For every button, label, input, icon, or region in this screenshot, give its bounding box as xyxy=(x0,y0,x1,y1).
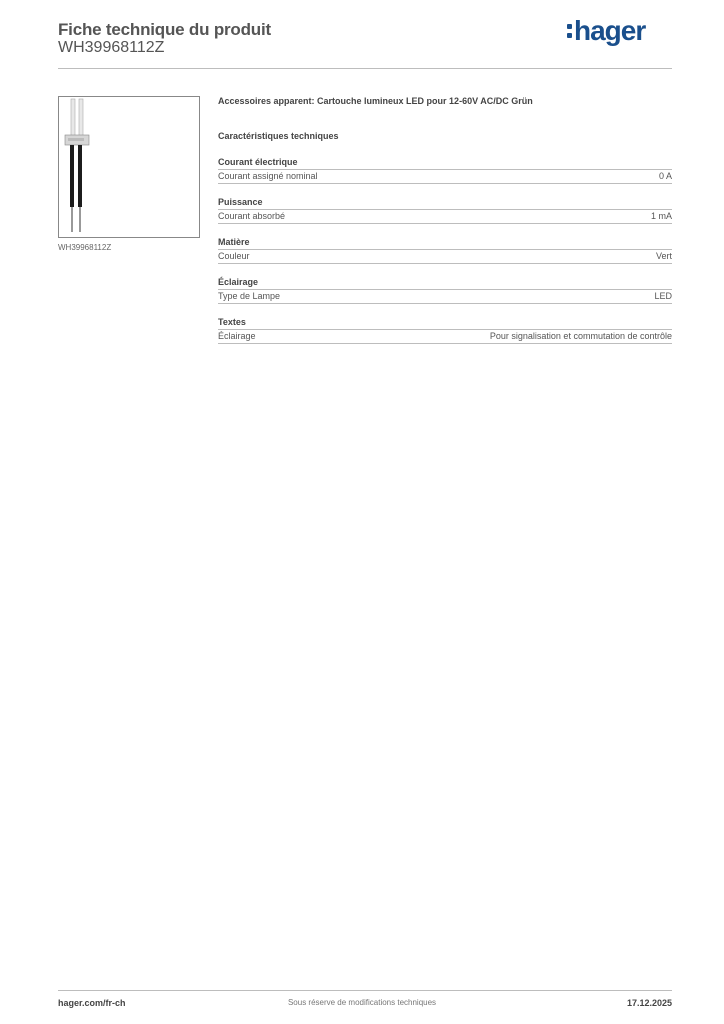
characteristic-row xyxy=(218,330,672,344)
characteristic-group xyxy=(218,277,672,304)
characteristic-row xyxy=(218,290,672,304)
product-reference: WH39968112Z xyxy=(58,39,165,56)
row-label: Couleur xyxy=(218,251,250,261)
footer-disclaimer: Sous réserve de modifications techniques xyxy=(287,998,437,1007)
characteristics-list xyxy=(218,157,672,344)
page-title: Fiche technique du produit xyxy=(58,20,271,39)
group-title: Textes xyxy=(218,317,672,330)
footer-date: 17.12.2025 xyxy=(626,998,672,1008)
led-cartridge-icon xyxy=(59,97,199,237)
logo-dots-icon xyxy=(567,24,572,38)
row-value: Pour signalisation et commutation de contrôle xyxy=(489,331,672,341)
characteristic-group xyxy=(218,157,672,184)
group-title: Courant électrique xyxy=(218,157,672,170)
row-value: Vert xyxy=(655,251,672,261)
characteristic-group xyxy=(218,197,672,224)
row-value: 0 A xyxy=(658,171,672,181)
header-divider xyxy=(58,68,672,69)
group-title: Matière xyxy=(218,237,672,250)
characteristic-row xyxy=(218,170,672,184)
group-title: Puissance xyxy=(218,197,672,210)
group-title: Éclairage xyxy=(218,277,672,290)
row-label: Type de Lampe xyxy=(218,291,281,301)
characteristic-row xyxy=(218,210,672,224)
section-heading: Caractéristiques techniques xyxy=(218,131,339,141)
row-label: Éclairage xyxy=(218,331,256,341)
characteristic-group xyxy=(218,237,672,264)
product-image xyxy=(58,96,200,238)
footer-divider xyxy=(58,990,672,991)
row-value: 1 mA xyxy=(650,211,672,221)
product-details xyxy=(218,96,672,344)
row-label: Courant assigné nominal xyxy=(218,171,318,181)
image-caption: WH39968112Z xyxy=(58,243,112,252)
logo-text: hager xyxy=(574,15,646,46)
footer-website: hager.com/fr-ch xyxy=(58,998,126,1008)
row-label: Courant absorbé xyxy=(218,211,286,221)
row-value: LED xyxy=(654,291,672,301)
hager-logo xyxy=(567,14,659,48)
product-description: Accessoires apparent: Cartouche lumineux LED pour 12-60V AC/DC Grün xyxy=(218,96,533,106)
characteristic-row xyxy=(218,250,672,264)
characteristic-group xyxy=(218,317,672,344)
